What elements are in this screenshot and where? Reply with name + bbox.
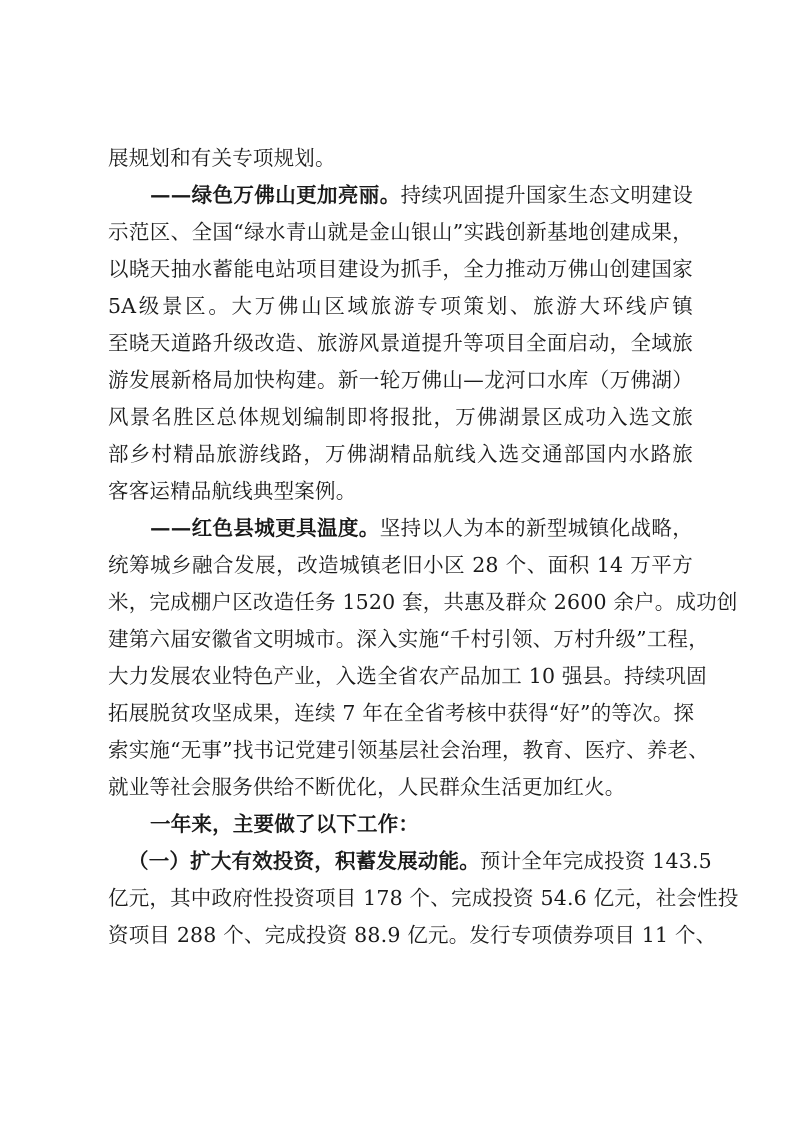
bold-lead: 一年来，主要做了以下工作： [150,812,420,836]
line-text: 亿元，其中政府性投资项目 178 个、完成投资 54.6 亿元，社会性投 [108,886,739,910]
line-text: 拓展脱贫攻坚成果，连续 7 年在全省考核中获得“好”的等次。探 [108,701,695,725]
paragraph-line [108,214,693,251]
paragraph-line [108,436,693,473]
paragraph-line [108,399,693,436]
line-text: 游发展新格局加快构建。新一轮万佛山—龙河口水库（万佛湖） [108,368,693,392]
paragraph-line [108,880,739,917]
line-text: 风景名胜区总体规划编制即将报批，万佛湖景区成功入选文旅 [108,405,693,429]
work-summary-heading [108,806,693,843]
paragraph-line [108,658,707,695]
line-text: 展规划和有关专项规划。 [108,146,336,170]
line-text: 坚持以人为本的新型城镇化战略， [379,516,694,540]
section-heading-investment [108,843,712,880]
paragraph-line [108,769,693,806]
bold-lead: （一）扩大有效投资，积蓄发展动能。 [128,849,480,873]
document-page [108,140,739,954]
line-text: 米，完成棚户区改造任务 1520 套，共惠及群众 2600 余户。成功创 [108,590,738,614]
line-text: 客客运精品航线典型案例。 [108,479,357,503]
line-text: 部乡村精品旅游线路，万佛湖精品航线入选交通部国内水路旅 [108,442,693,466]
line-text: 资项目 288 个、完成投资 88.9 亿元。发行专项债券项目 11 个、 [108,923,717,947]
paragraph-line [108,362,693,399]
line-text: 建第六届安徽省文明城市。深入实施“千村引领、万村升级”工程， [108,627,709,651]
paragraph-line [108,325,693,362]
line-text: 索实施“无事”找书记党建引领基层社会治理，教育、医疗、养老、 [108,738,709,762]
paragraph-line [108,695,693,732]
line-text: 5A级景区。大万佛山区域旅游专项策划、旅游大环线庐镇 [108,294,693,318]
bold-lead: ——红色县城更具温度。 [150,516,380,540]
paragraph-line [108,917,717,954]
line-text: 统筹城乡融合发展，改造城镇老旧小区 28 个、面积 14 万平方 [108,553,693,577]
bold-lead: ——绿色万佛山更加亮丽。 [150,183,401,207]
paragraph-line [108,547,693,584]
paragraph-line [108,140,693,177]
line-text: 至晓天道路升级改造、旅游风景道提升等项目全面启动，全域旅 [108,331,693,355]
section-heading-red [108,510,693,547]
paragraph-line [108,251,693,288]
paragraph-line [108,621,709,658]
line-text: 持续巩固提升国家生态文明建设 [400,183,693,207]
line-text: 预计全年完成投资 143.5 [479,849,712,873]
paragraph-line [108,473,693,510]
line-text: 以晓天抽水蓄能电站项目建设为抓手，全力推动万佛山创建国家 [108,257,693,281]
paragraph-line [108,732,709,769]
line-text: 大力发展农业特色产业，入选全省农产品加工 10 强县。持续巩固 [108,664,707,688]
paragraph-line [108,288,693,325]
line-text: 示范区、全国“绿水青山就是金山银山”实践创新基地创建成果， [108,220,693,244]
paragraph-line [108,584,738,621]
line-text: 就业等社会服务供给不断优化，人民群众生活更加红火。 [108,775,626,799]
section-heading-green [108,177,693,214]
